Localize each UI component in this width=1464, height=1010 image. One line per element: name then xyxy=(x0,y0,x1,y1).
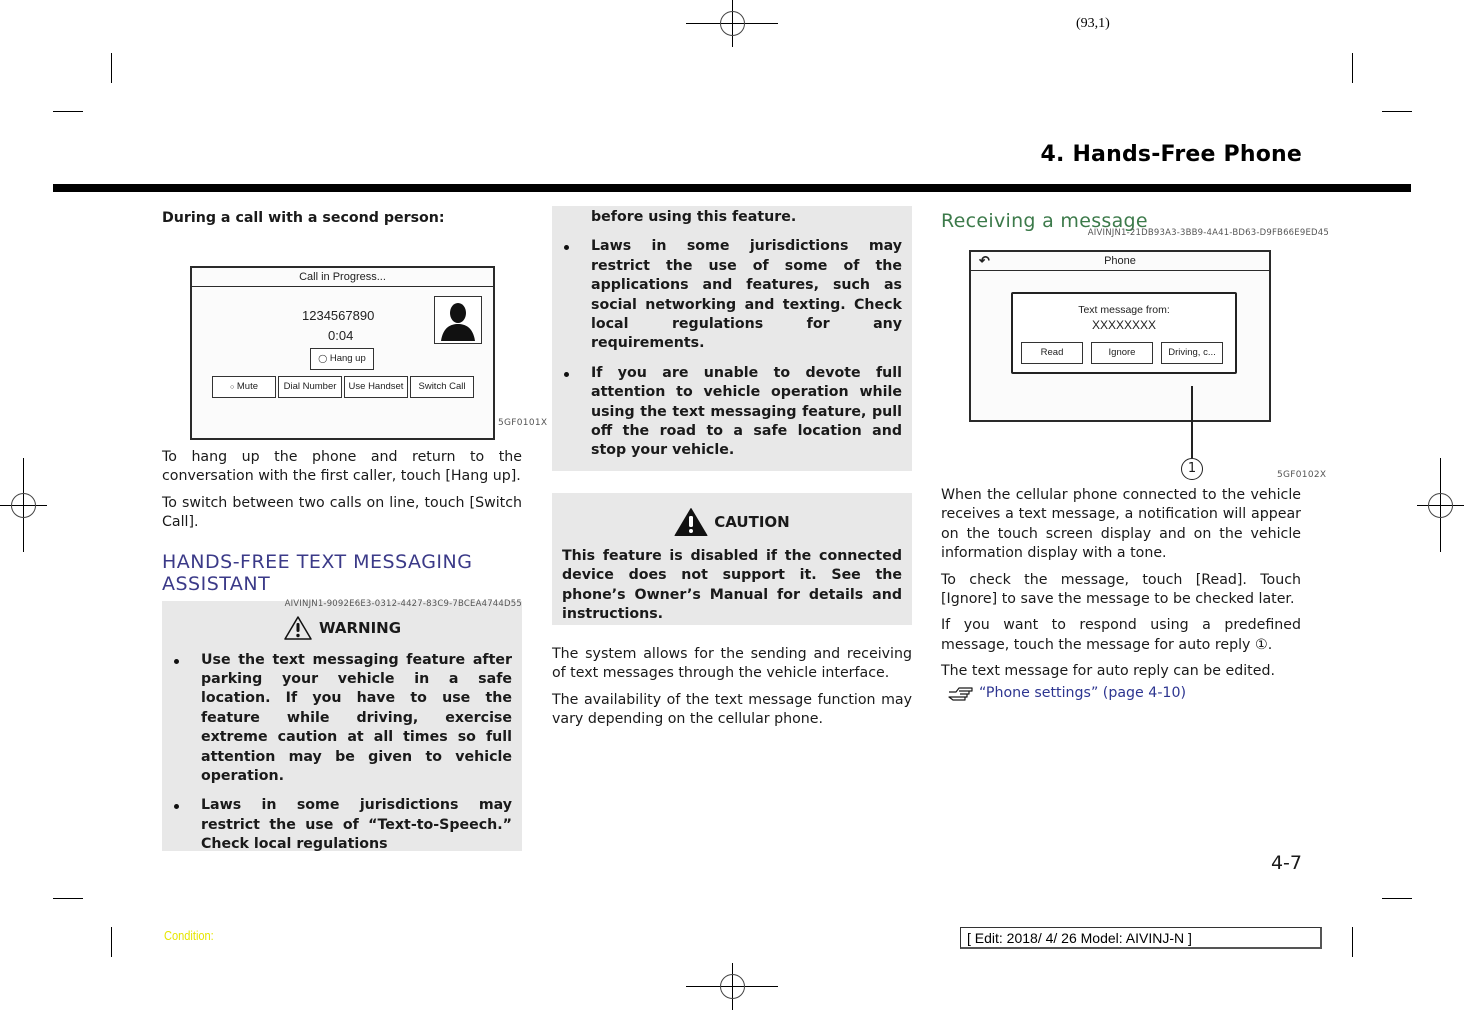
person-silhouette-icon xyxy=(435,297,481,343)
phone-hangup-icon: ◯ xyxy=(318,354,328,363)
warning-item: Laws in some jurisdictions may restrict the use of “Text-to-Speech.” Check local regulations xyxy=(172,796,512,854)
caution-header: CAUTION xyxy=(562,507,902,537)
contact-avatar xyxy=(434,296,482,344)
ignore-button[interactable]: Ignore xyxy=(1091,342,1153,364)
popup-title: Text message from: xyxy=(1078,304,1170,316)
figure-code: 5GF0101X xyxy=(498,418,548,428)
condition-label: Condition: xyxy=(164,928,214,943)
warning-list-continued xyxy=(562,237,902,460)
caution-text: This feature is disabled if the connected device does not support it. See the phone’s Owner’s Manual for details and instructions. xyxy=(562,548,902,623)
use-handset-button[interactable]: Use Handset xyxy=(344,376,408,398)
warning-header: WARNING xyxy=(172,615,512,641)
back-arrow-icon[interactable]: ↶ xyxy=(979,253,990,268)
figure-border xyxy=(190,438,495,440)
switch-call-paragraph: To switch between two calls on line, touch [Switch Call]. xyxy=(162,494,522,531)
heading-text-messaging: HANDS-FREE TEXT MESSAGING ASSISTANT AIVINJN1-9092E6E3-0312-4427-83C9-7BCEA4744D55 xyxy=(162,550,522,609)
callout-ref-icon: ① xyxy=(1254,636,1268,653)
screen-title: Call in Progress... xyxy=(192,268,493,287)
heading-receiving: Receiving a message AIVINJN1-21DB93A3-3BB9-4A41-BD63-D9FB66E9ED45 xyxy=(941,210,1329,238)
doc-id: AIVINJN1-9092E6E3-0312-4427-83C9-7BCEA4744D55 xyxy=(284,598,522,609)
warning-box xyxy=(162,598,522,853)
callout-marker: 1 xyxy=(1181,458,1203,480)
phone-screen xyxy=(969,250,1271,422)
column-2 xyxy=(552,206,912,737)
edit-paragraph: The text message for auto reply can be edited. xyxy=(941,663,1275,680)
caller-number: 1234567890 xyxy=(302,308,375,323)
warning-item: Laws in some jurisdictions may restrict the use of some of the applications and features, such as social networking and texting. Check local regulations for any requirements. xyxy=(562,237,902,353)
caution-triangle-icon xyxy=(674,507,708,537)
screen-title: ↶ Phone xyxy=(971,252,1269,271)
warning-item: If you are unable to devote full attention to vehicle operation while using the text messaging feature, pull off the road to a safe location and stop your vehicle. xyxy=(562,364,902,461)
hang-up-paragraph: To hang up the phone and return to the conversation with the first caller, touch [Hang up]. xyxy=(162,449,522,485)
mute-indicator-icon: ○ xyxy=(230,384,235,391)
page-code: (93,1) xyxy=(1076,16,1110,31)
phone-settings-link[interactable]: “Phone settings” (page 4-10) xyxy=(947,684,1301,702)
call-duration: 0:04 xyxy=(328,328,354,343)
read-button[interactable]: Read xyxy=(1021,342,1083,364)
warning-item: Use the text messaging feature after parking your vehicle in a safe location. If you have to use the feature while driving, exercise extreme caution at all times so full attention may be given to vehicle operation. xyxy=(172,651,512,787)
sender-name: XXXXXXXX xyxy=(1091,318,1157,332)
read-ignore-paragraph: To check the message, touch [Read]. Touch [Ignore] to save the message to be checked later. xyxy=(941,571,1301,608)
warning-continued-text: before using this feature. xyxy=(591,209,797,225)
warning-list xyxy=(172,651,512,855)
switch-call-button[interactable]: Switch Call xyxy=(410,376,474,398)
warning-box-continued xyxy=(552,206,912,471)
callout-line xyxy=(1191,386,1193,458)
mute-button[interactable]: ○ Mute xyxy=(212,376,276,398)
edit-info: [ Edit: 2018/ 4/ 26 Model: AIVINJ-N ] xyxy=(960,927,1322,949)
system-paragraph: The system allows for the sending and receiving of text messages through the vehicle interface. xyxy=(552,646,912,682)
column-1 xyxy=(162,208,548,853)
header-rule xyxy=(53,184,1411,192)
doc-id: AIVINJN1-21DB93A3-3BB9-4A41-BD63-D9FB66E9ED45 xyxy=(1087,228,1329,238)
auto-reply-button[interactable]: Driving, c... xyxy=(1161,342,1223,364)
availability-paragraph: The availability of the text message function may vary depending on the cellular phone. xyxy=(552,691,912,728)
figure-code: 5GF0102X xyxy=(1277,470,1327,480)
pointing-hand-icon xyxy=(947,684,975,702)
call-screen xyxy=(190,266,495,440)
dial-number-button[interactable]: Dial Number xyxy=(278,376,342,398)
column-3 xyxy=(941,210,1329,702)
hang-up-button[interactable]: ◯ Hang up xyxy=(310,348,374,370)
lead-text: During a call with a second person: xyxy=(162,210,445,226)
section-title: 4. Hands-Free Phone xyxy=(1040,142,1302,167)
page-number: 4-7 xyxy=(1270,852,1302,874)
auto-reply-paragraph: If you want to respond using a predefined message, touch the message for auto reply ①. xyxy=(941,617,1301,653)
notification-paragraph: When the cellular phone connected to the vehicle receives a text message, a notification will appear on the touch screen display and on the vehicle information display with a tone. xyxy=(941,487,1301,562)
warning-triangle-icon xyxy=(283,615,313,641)
figure-call-in-progress xyxy=(162,238,548,438)
message-popup xyxy=(1011,292,1237,374)
figure-receiving-message xyxy=(941,234,1327,480)
caution-box xyxy=(552,493,912,625)
